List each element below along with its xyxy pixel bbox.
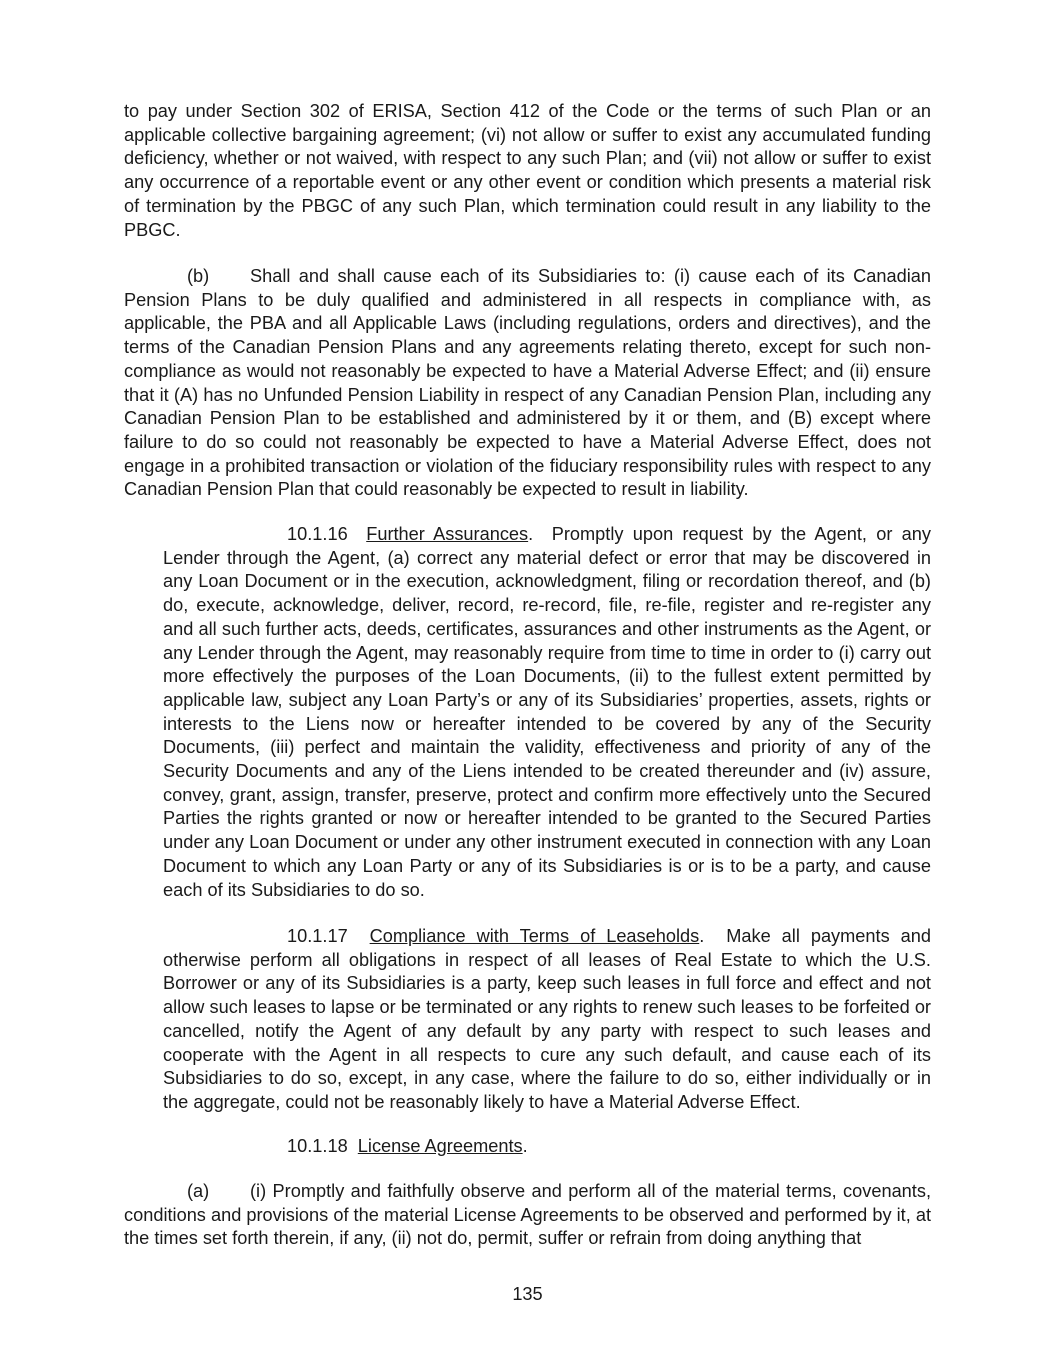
page-number: 135 [512,1284,543,1304]
section-10-1-17-text: Make all payments and otherwise perform all obligations in respect of all leases of Real Estate to which the U.S. Borrower or any of its Subsidiaries is a party, keep such leases in full force and effect and not allow such leases to lapse or be terminated or any rights to renew such leases to be forfeited or cancelled, notify the Agent of any default by any party with respect to such leases and cooperate with the Agent in all respects to cure any such default, and cause each of its Subsidiaries to do so, except, in any case, where the failure to do so, either individually or in the aggregate, could not be reasonably likely to have a Material Adverse Effect. [163,926,931,1112]
section-10-1-16-heading: Further Assurances [366,524,529,544]
paragraph-a-label: (a) [187,1181,210,1201]
paragraph-b-label: (b) [187,266,210,286]
section-10-1-16-number: 10.1.16 [287,524,348,544]
section-10-1-17-heading: Compliance with Terms of Leaseholds [369,926,700,946]
section-10-1-17: 10.1.17 Compliance with Terms of Leaseholds. Make all payments and otherwise perform all obligations in respect of all leases of Real Estate to which the U.S. Borrower or any of its Subsidiaries is a party, keep such leases in full force and effect and not allow such leases to lapse or be terminated or any rights to renew such leases to be forfeited or cancelled, notify the Agent of any default by any party with respect to such leases and cooperate with the Agent in all respects to cure any such default, and cause each of its Subsidiaries to do so, except, in any case, where the failure to do so, either individually or in the aggregate, could not be reasonably likely to have a Material Adverse Effect. [163,926,931,1112]
section-10-1-17-number: 10.1.17 [287,926,348,946]
paragraph-a-license-agreements [124,1180,931,1251]
paragraph-a-text: (i) Promptly and faithfully observe and perform all of the material terms, covenants, conditions and provisions of the material License Agreements to be observed and performed by it, at the times set forth therein, if any, (ii) not do, permit, suffer or refrain from doing anything that [124,1181,931,1249]
section-10-1-16: 10.1.16 Further Assurances. Promptly upon request by the Agent, or any Lender through the Agent, (a) correct any material defect or error that may be discovered in any Loan Document or in the execution, acknowledgment, filing or recordation thereof, and (b) do, execute, acknowledge, deliver, record, re-record, file, re-file, register and re-register any and all such further acts, deeds, certificates, assurances and other instruments as the Agent, or any Lender through the Agent, may reasonably require from time to time in order to (i) carry out more effectively the purposes of the Loan Documents, (ii) to the fullest extent permitted by applicable law, subject any Loan Party’s or any of its Subsidiaries’ properties, assets, rights or interests to the Liens now or hereafter intended to be covered by any of the Security Documents, (iii) perfect and maintain the validity, effectiveness and priority of any of the Security Documents and any of the Liens intended to be created thereunder and (iv) assure, convey, grant, assign, transfer, preserve, protect and confirm more effectively unto the Secured Parties the rights granted or now or hereafter intended to be granted to the Secured Parties under any Loan Document or under any other instrument executed in connection with any Loan Document to which any Loan Party or any of its Subsidiaries is or is to be a party, and cause each of its Subsidiaries to do so. [163,524,931,900]
section-10-1-18-heading: License Agreements [357,1136,523,1156]
section-10-1-18: 10.1.18 License Agreements. [287,1136,528,1156]
section-10-1-18-number: 10.1.18 [287,1136,348,1156]
section-10-1-16-text: Promptly upon request by the Agent, or any Lender through the Agent, (a) correct any material defect or error that may be discovered in any Loan Document or in the execution, acknowledgment, filing or recordation thereof, and (b) do, execute, acknowledge, deliver, record, re-record, file, re-file, register and re-register any and all such further acts, deeds, certificates, assurances and other instruments as the Agent, or any Lender through the Agent, may reasonably require from time to time in order to (i) carry out more effectively the purposes of the Loan Documents, (ii) to the fullest extent permitted by applicable law, subject any Loan Party’s or any of its Subsidiaries’ properties, assets, rights or interests to the Liens now or hereafter intended to be covered by any of the Security Documents, (iii) perfect and maintain the validity, effectiveness and priority of any of the Security Documents and any of the Liens intended to be created thereunder and (iv) assure, convey, grant, assign, transfer, preserve, protect and confirm more effectively unto the Secured Parties the rights granted or now or hereafter intended to be granted to the Secured Parties under any Loan Document or under any other instrument executed in connection with any Loan Document to which any Loan Party or any of its Subsidiaries is or is to be a party, and cause each of its Subsidiaries to do so. [163,524,931,900]
paragraph-b-text: Shall and shall cause each of its Subsidiaries to: (i) cause each of its Canadian Pension Plans to be duly qualified and administered in all respects in compliance with, as applicable, the PBA and all Applicable Laws (including regulations, orders and directives), and the terms of the Canadian Pension Plans and any agreements relating thereto, except for such non-compliance as would not reasonably be expected to have a Material Adverse Effect; and (ii) ensure that it (A) has no Unfunded Pension Liability in respect of any Canadian Pension Plan, including any Canadian Pension Plan to be established and administered by it or them, and (B) except where failure to do so could not reasonably be expected to have a Material Adverse Effect, does not engage in a prohibited transaction or violation of the fiduciary responsibility rules with respect to any Canadian Pension Plan that could reasonably be expected to result in liability. [124,266,931,500]
paragraph-b-canadian-pension [124,265,931,502]
paragraph-erisa-continuation: to pay under Section 302 of ERISA, Section 412 of the Code or the terms of such Plan or an applicable collective bargaining agreement; (vi) not allow or suffer to exist any accumulated funding deficiency, whether or not waived, with respect to any such Plan; and (vii) not allow or suffer to exist any occurrence of a reportable event or any other event or condition which presents a material risk of termination by the PBGC of any such Plan, which termination could result in any liability to the PBGC. [124,101,931,240]
